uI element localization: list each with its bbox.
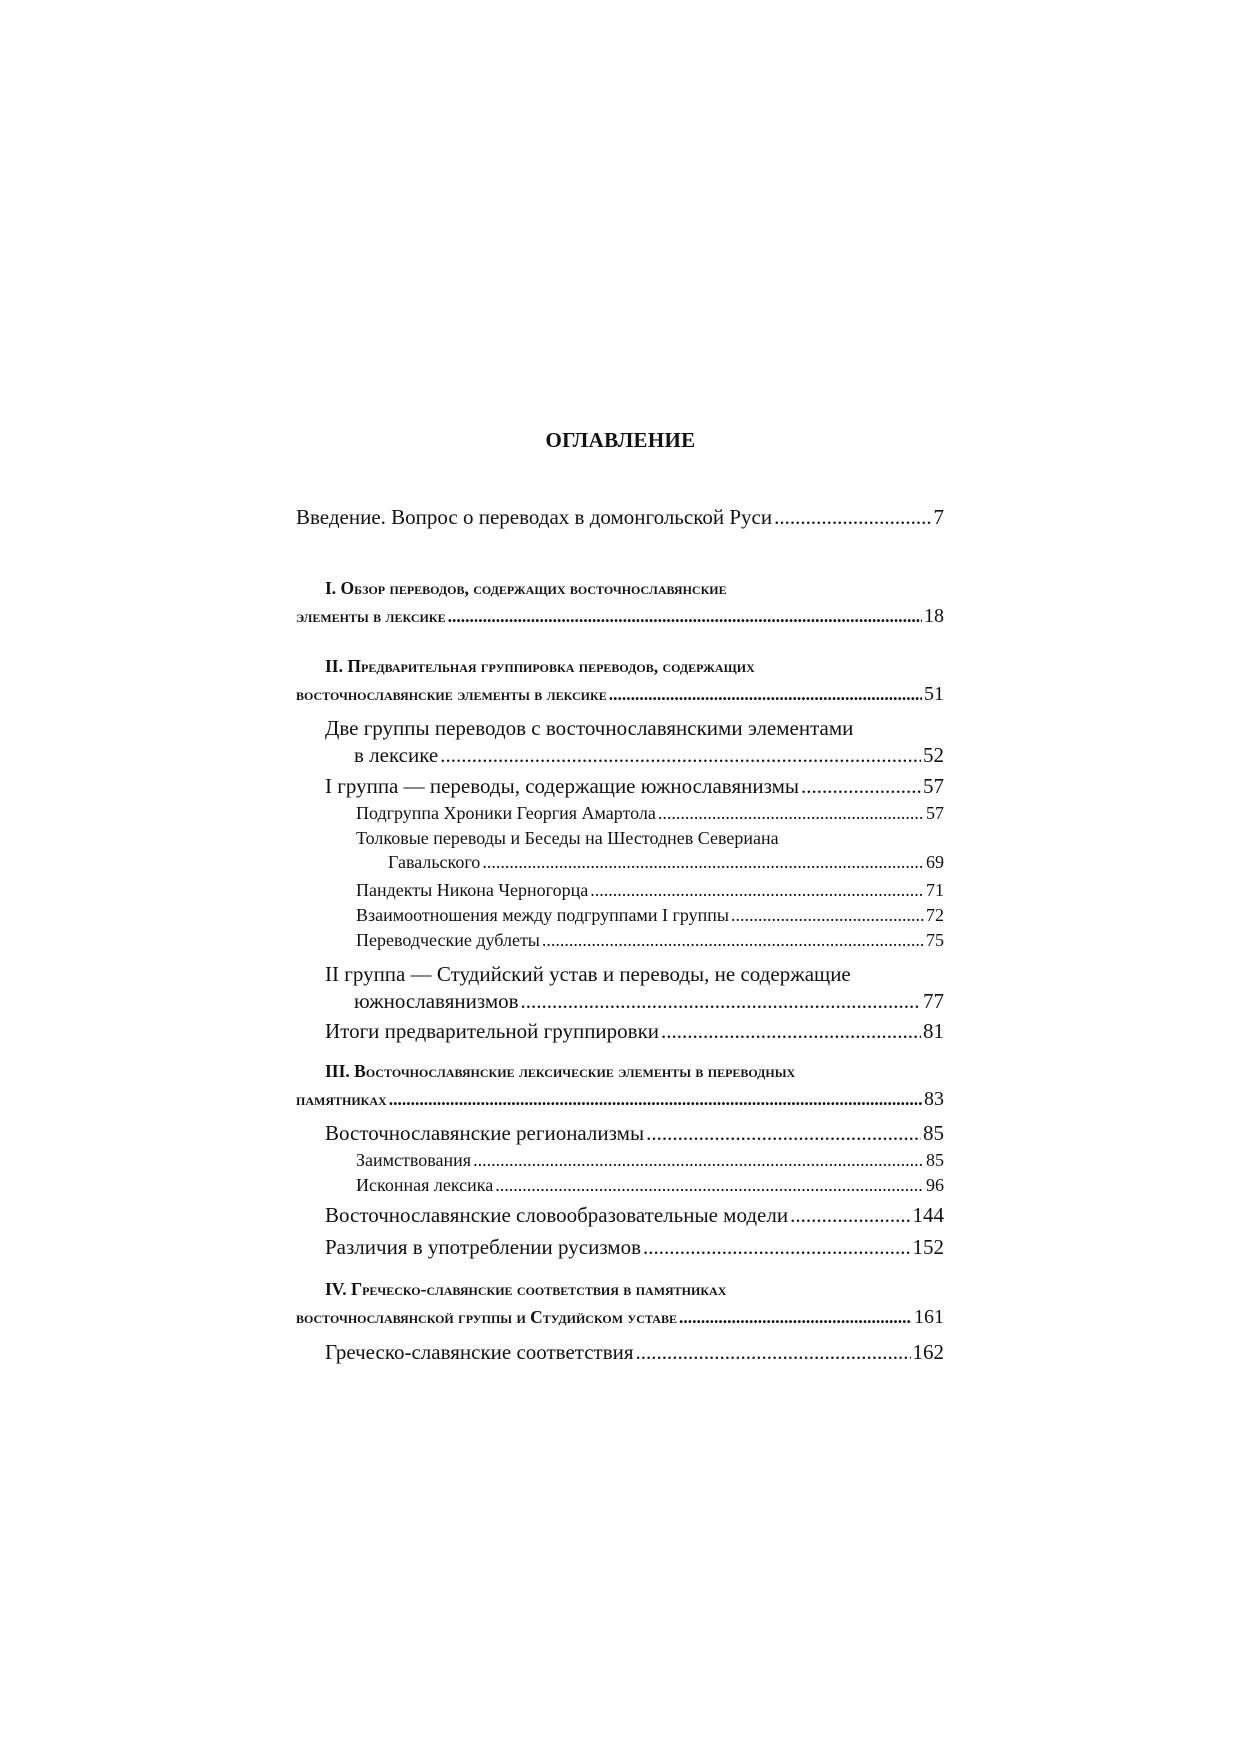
- toc-entry-text-line2: южнославянизмов: [354, 989, 519, 1013]
- toc-entry-text: Греческо-славянские соответствия: [325, 1340, 634, 1364]
- toc-page-number: 72: [926, 905, 944, 925]
- toc-entry-text: Исконная лексика: [356, 1175, 494, 1195]
- toc-section-summary[interactable]: [325, 1019, 944, 1044]
- leader-dots: [643, 1235, 910, 1260]
- toc-subsection-borrowings[interactable]: [356, 1150, 944, 1171]
- toc-subsection-pandekty[interactable]: [356, 880, 944, 901]
- toc-subsection-doublets[interactable]: [356, 930, 944, 951]
- toc-page-number: 81: [923, 1019, 944, 1043]
- toc-page-number: 18: [924, 605, 944, 627]
- toc-entry-text: Подгруппа Хроники Георгия Амартола: [356, 803, 656, 823]
- toc-entry-text-line1: Толковые переводы и Беседы на Шестоднев Севериана: [356, 828, 779, 848]
- toc-page-number: 75: [926, 930, 944, 950]
- toc-page-number: 162: [912, 1340, 944, 1364]
- toc-page-number: 7: [933, 505, 944, 529]
- toc-entry-text-line1: Две группы переводов с восточнославянскими элементами: [325, 716, 854, 740]
- toc-entry-text-line2: в лексике: [354, 743, 439, 767]
- leader-dots: [636, 1340, 911, 1365]
- toc-subsection-amartol[interactable]: [356, 803, 944, 824]
- toc-entry-text: Переводческие дублеты: [356, 930, 540, 950]
- toc-chapter-title-line1: IV. Греческо-славянские соответствия в памятниках: [325, 1279, 727, 1299]
- toc-subsection-native-lexicon[interactable]: [356, 1175, 944, 1196]
- leader-dots: [473, 1150, 924, 1171]
- leader-dots: [389, 1089, 922, 1110]
- toc-page-number: 51: [924, 683, 944, 705]
- toc-page-number: 69: [926, 852, 944, 872]
- toc-chapter-title-line2: восточнославянской группы и Студийском уставе: [296, 1307, 677, 1327]
- toc-page-number: 85: [926, 1150, 944, 1170]
- toc-section-group-2[interactable]: [325, 962, 944, 1014]
- toc-page-number: 85: [923, 1121, 944, 1145]
- toc-chapter-title-line1: II. Предварительная группировка переводов, содержащих: [325, 656, 755, 676]
- toc-chapter-title-line2: элементы в лексике: [296, 606, 446, 626]
- leader-dots: [790, 1203, 910, 1228]
- toc-subsection-tolkovye[interactable]: [356, 828, 944, 873]
- leader-dots: [521, 989, 921, 1014]
- leader-dots: [774, 505, 931, 530]
- toc-chapter-1[interactable]: [296, 578, 944, 628]
- toc-page-number: 57: [926, 803, 944, 823]
- toc-section-word-formation[interactable]: [325, 1203, 944, 1228]
- toc-entry-text: Взаимоотношения между подгруппами I группы: [356, 905, 729, 925]
- page-title: ОГЛАВЛЕНИЕ: [545, 428, 696, 452]
- toc-chapter-title-line2: восточнославянские элементы в лексике: [296, 684, 607, 704]
- leader-dots: [482, 852, 924, 873]
- toc-page-number: 57: [923, 774, 944, 798]
- leader-dots: [679, 1307, 912, 1328]
- leader-dots: [495, 1175, 924, 1196]
- toc-entry-text: Заимствования: [356, 1150, 472, 1170]
- leader-dots: [801, 774, 921, 799]
- toc-page-number: 83: [924, 1088, 944, 1110]
- toc-page-number: 77: [923, 989, 944, 1013]
- toc-page-number: 144: [912, 1203, 944, 1227]
- toc-chapter-title-line1: III. Восточнославянские лексические элементы в переводных: [325, 1061, 796, 1081]
- leader-dots: [731, 905, 924, 926]
- toc-entry-text: Итоги предварительной группировки: [325, 1019, 660, 1043]
- toc-section-correspondences[interactable]: [325, 1340, 944, 1365]
- toc-chapter-title-line2: памятниках: [296, 1089, 387, 1109]
- toc-entry-text-line1: II группа — Студийский устав и переводы, не содержащие: [325, 962, 851, 986]
- toc-section-regionalisms[interactable]: [325, 1121, 944, 1146]
- toc-entry-text: Восточнославянские словообразовательные модели: [325, 1203, 789, 1227]
- toc-entry-introduction[interactable]: [296, 505, 944, 530]
- toc-page-number: 161: [914, 1306, 944, 1328]
- toc-chapter-title-line1: I. Обзор переводов, содержащих восточнославянские: [325, 578, 727, 598]
- toc-page-number: 71: [926, 880, 944, 900]
- leader-dots: [609, 684, 922, 705]
- leader-dots: [448, 606, 922, 627]
- toc-entry-text: Восточнославянские регионализмы: [325, 1121, 645, 1145]
- leader-dots: [440, 743, 921, 768]
- toc-section-two-groups[interactable]: [325, 716, 944, 768]
- toc-page-number: 152: [912, 1235, 944, 1259]
- toc-entry-text-line2: Гавальского: [388, 852, 481, 872]
- leader-dots: [542, 930, 924, 951]
- toc-chapter-2[interactable]: [296, 656, 944, 706]
- toc-section-russisms[interactable]: [325, 1235, 944, 1260]
- leader-dots: [646, 1121, 921, 1146]
- toc-entry-text: Различия в употреблении русизмов: [325, 1235, 642, 1259]
- toc-entry-text: Введение. Вопрос о переводах в домонгольской Руси: [296, 505, 773, 529]
- toc-chapter-3[interactable]: [296, 1061, 944, 1111]
- leader-dots: [658, 803, 924, 824]
- leader-dots: [661, 1019, 921, 1044]
- toc-page-number: 52: [923, 743, 944, 767]
- toc-entry-text: Пандекты Никона Черногорца: [356, 880, 589, 900]
- toc-subsection-relations[interactable]: [356, 905, 944, 926]
- toc-entry-text: I группа — переводы, содержащие южнославянизмы: [325, 774, 799, 798]
- toc-chapter-4[interactable]: [296, 1279, 944, 1329]
- toc-section-group-1[interactable]: [325, 774, 944, 799]
- leader-dots: [590, 880, 924, 901]
- toc-page-number: 96: [926, 1175, 944, 1195]
